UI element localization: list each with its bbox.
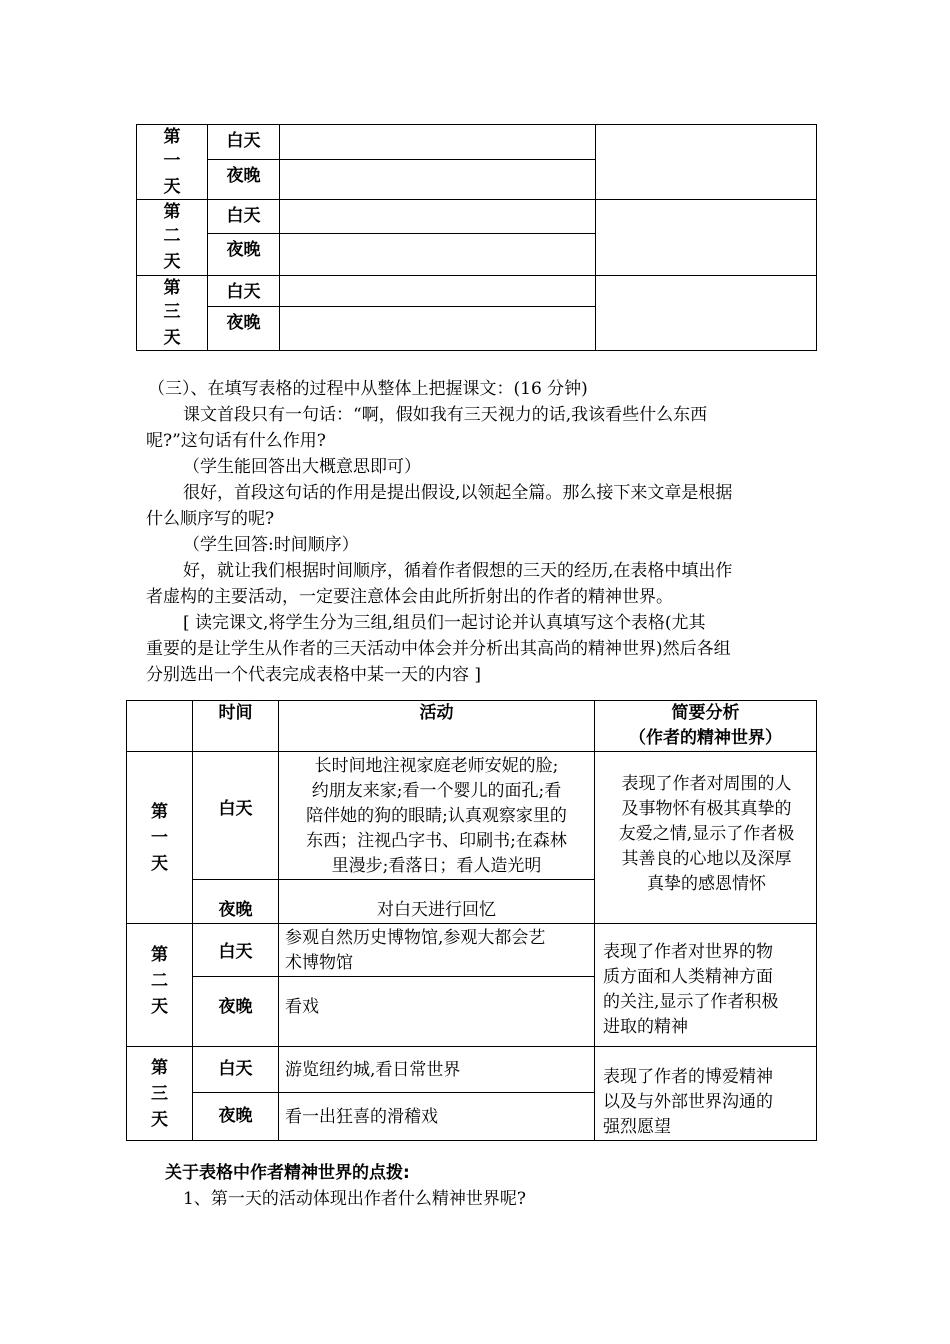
paragraph-line: （学生回答:时间顺序） <box>183 535 359 555</box>
paragraph-line: 好，就让我们根据时间顺序，循着作者假想的三天的经历,在表格中填出作 <box>183 561 733 581</box>
day-label-3: 第 三 天 <box>137 276 208 351</box>
paragraph-line: 很好，首段这句话的作用是提出假设,以领起全篇。那么接下来文章是根据 <box>183 483 733 503</box>
empty-cell <box>280 200 596 234</box>
paragraph-line: （学生能回答出大概意思即可） <box>183 457 421 477</box>
paragraph-line: 分别选出一个代表完成表格中某一天的内容 ] <box>146 665 482 685</box>
night-label: 夜晚 <box>208 234 280 276</box>
empty-cell <box>596 200 817 276</box>
daytime-label: 白天 <box>193 1047 279 1093</box>
header-activity: 活动 <box>279 701 595 752</box>
paragraph-line: 呢?”这句话有什么作用? <box>146 431 326 451</box>
empty-cell <box>280 234 596 276</box>
analysis-cell: 表现了作者对世界的物 质方面和人类精神方面 的关注,显示了作者积极 进取的精神 <box>595 924 817 1047</box>
paragraph-line: [ 读完课文,将学生分为三组,组员们一起讨论并认真填写这个表格(尤其 <box>183 613 706 633</box>
analysis-cell: 表现了作者对周围的人 及事物怀有极其真挚的 友爱之情,显示了作者极 其善良的心地以及深厚 真挚的感恩情怀 <box>595 752 817 924</box>
empty-cell <box>596 276 817 351</box>
paragraph-line: 者虚构的主要活动，一定要注意体会由此所折射出的作者的精神世界。 <box>146 587 673 607</box>
night-activity-cell: 看戏 <box>279 977 595 1047</box>
header-time: 时间 <box>193 701 279 752</box>
empty-corner-cell <box>127 701 193 752</box>
daytime-label: 白天 <box>193 924 279 977</box>
night-activity-cell: 对白天进行回忆 <box>279 880 595 924</box>
day-activity-cell: 长时间地注视家庭老师安妮的脸; 约朋友来家;看一个婴儿的面孔;看 陪伴她的狗的眼睛;认真观察家里的 东西；注视凸字书、印刷书;在森林 里漫步;看落日；看人造光明 <box>279 752 595 880</box>
night-label: 夜晚 <box>193 977 279 1047</box>
analysis-cell: 表现了作者的博爱精神 以及与外部世界沟通的 强烈愿望 <box>595 1047 817 1141</box>
daytime-label: 白天 <box>208 200 280 234</box>
day-label-1: 第 一 天 <box>137 125 208 200</box>
empty-cell <box>280 307 596 351</box>
question-1: 1、第一天的活动体现出作者什么精神世界呢? <box>183 1189 526 1209</box>
day-activity-cell: 游览纽约城,看日常世界 <box>279 1047 595 1093</box>
daytime-label: 白天 <box>193 752 279 880</box>
daytime-label: 白天 <box>208 276 280 307</box>
night-label: 夜晚 <box>208 160 280 200</box>
paragraph-line: 课文首段只有一句话：“啊，假如我有三天视力的话,我该看些什么东西 <box>183 405 708 425</box>
day-label-1: 第 一 天 <box>127 752 193 924</box>
paragraph-line: 什么顺序写的呢? <box>146 509 275 529</box>
empty-cell <box>596 125 817 200</box>
paragraph-line: 重要的是让学生从作者的三天活动中体会并分析出其高尚的精神世界)然后各组 <box>146 639 731 659</box>
empty-cell <box>280 125 596 160</box>
daytime-label: 白天 <box>208 125 280 160</box>
empty-cell <box>280 160 596 200</box>
section-heading: （三）、在填写表格的过程中从整体上把握课文：(16 分钟) <box>148 379 588 399</box>
empty-cell <box>280 276 596 307</box>
header-analysis: 简要分析 （作者的精神世界） <box>595 701 817 752</box>
day-activity-cell: 参观自然历史博物馆,参观大都会艺 术博物馆 <box>279 924 595 977</box>
night-label: 夜晚 <box>208 307 280 351</box>
day-label-3: 第 三 天 <box>127 1047 193 1141</box>
filled-activity-table <box>126 700 817 1141</box>
guidance-heading: 关于表格中作者精神世界的点拨: <box>165 1163 410 1183</box>
night-activity-cell: 看一出狂喜的滑稽戏 <box>279 1093 595 1141</box>
day-label-2: 第 二 天 <box>127 924 193 1047</box>
blank-activity-table <box>136 124 817 351</box>
day-label-2: 第 二 天 <box>137 200 208 276</box>
night-label: 夜晚 <box>193 880 279 924</box>
night-label: 夜晚 <box>193 1093 279 1141</box>
